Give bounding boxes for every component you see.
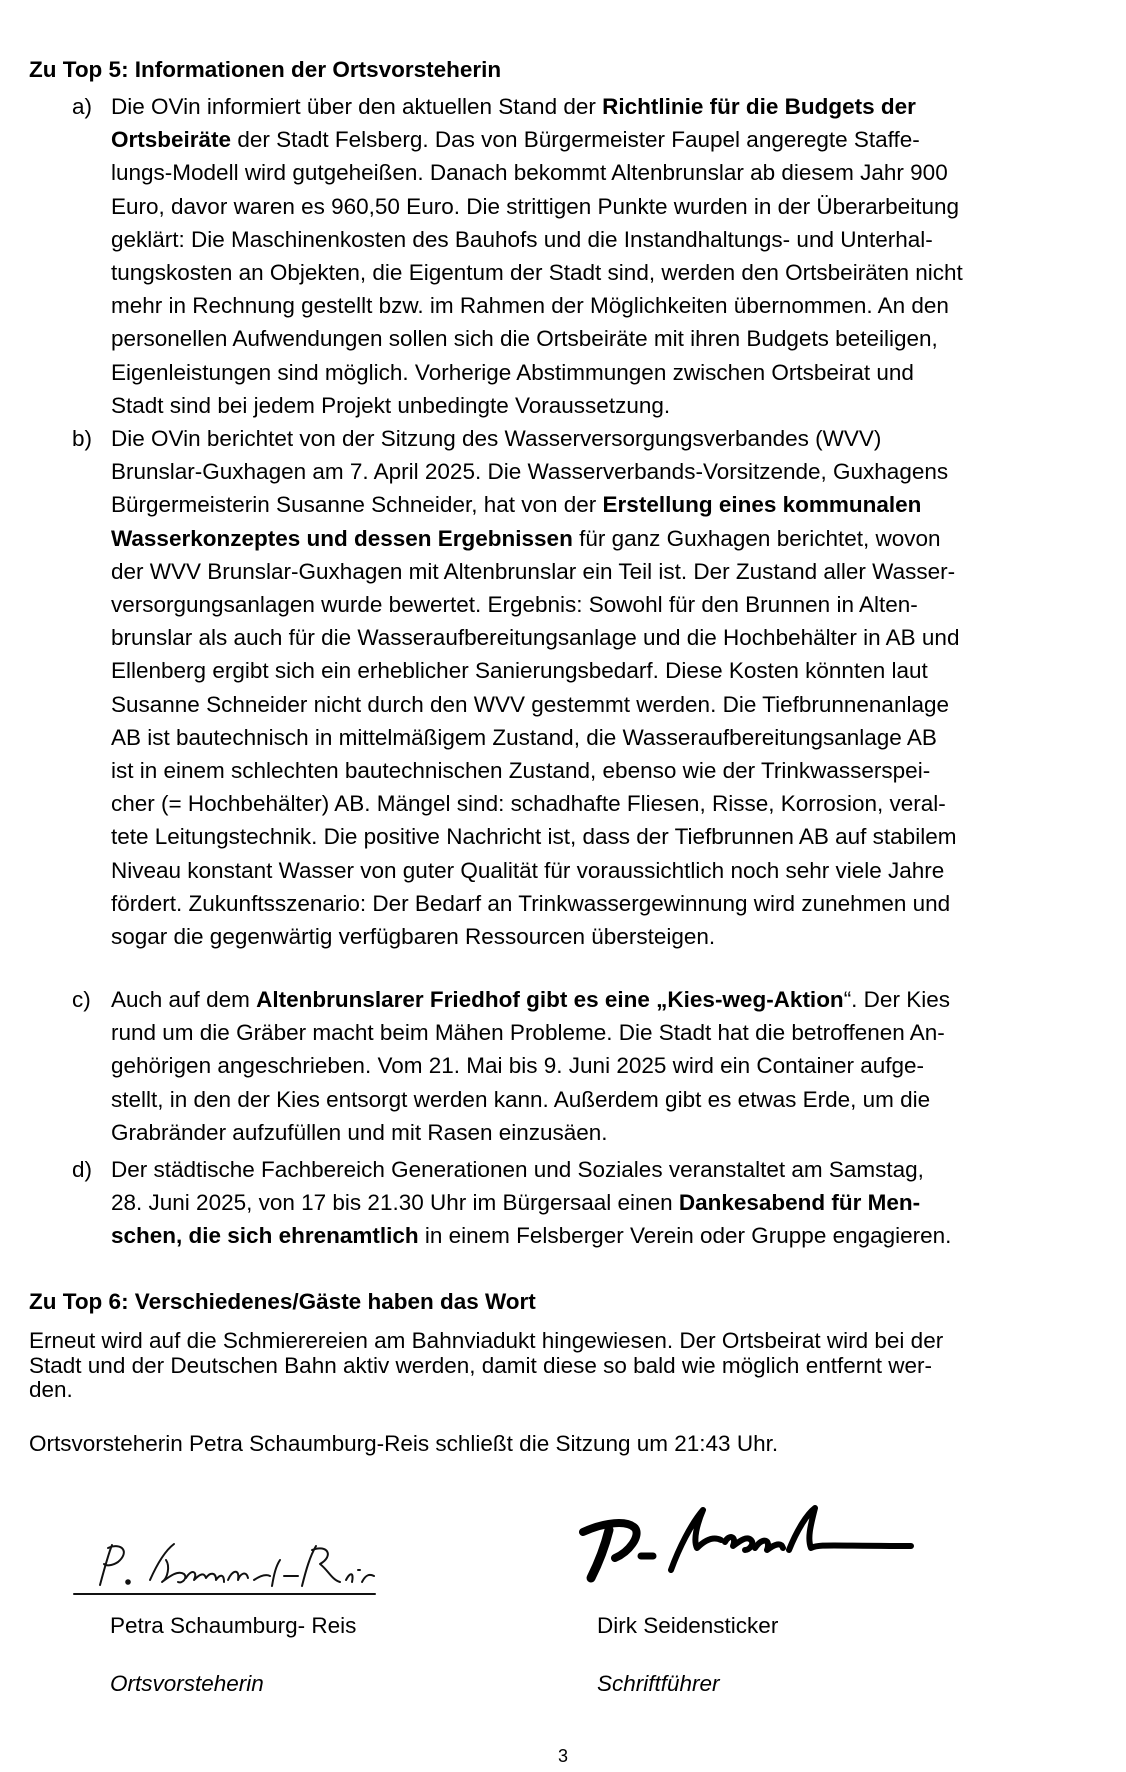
item-text (111, 90, 1077, 422)
text-run: brunslar als auch für die Wasseraufbereitungsanlage und die Hochbehälter in AB und (111, 625, 960, 651)
item-text (111, 1153, 1077, 1253)
text-line (111, 1153, 1077, 1186)
text-run: cher (= Hochbehälter) AB. Mängel sind: schadhafte Fliesen, Risse, Korrosion, veral- (111, 791, 946, 817)
text-run: gehörigen angeschrieben. Vom 21. Mai bis 9. Juni 2025 wird ein Container aufge- (111, 1053, 925, 1079)
text-run: lungs-Modell wird gutgeheißen. Danach bekommt Altenbrunslar ab diesem Jahr 900 (111, 160, 948, 186)
text-line (111, 1016, 1077, 1049)
text-run: Eigenleistungen sind möglich. Vorherige Abstimmungen zwischen Ortsbeirat und (111, 359, 914, 385)
signatory-name-1: Petra Schaumburg- Reis (110, 1613, 357, 1638)
top5-item-c (72, 983, 1077, 1149)
text-line (111, 820, 1077, 853)
text-line (111, 654, 1077, 687)
item-marker: c) (72, 987, 91, 1012)
text-run: der Stadt Felsberg. Das von Bürgermeister Faupel angeregte Staffe- (231, 127, 920, 153)
text-run: versorgungsanlagen wurde bewertet. Ergebnis: Sowohl für den Brunnen in Alten- (111, 592, 918, 618)
bold-run: schen, die sich ehrenamtlich (111, 1223, 419, 1249)
item-text (111, 983, 1077, 1149)
text-line (111, 389, 1077, 422)
text-run: Die OVin informiert über den aktuellen Stand der (111, 94, 603, 119)
item-marker: a) (72, 94, 93, 119)
text-line (111, 289, 1077, 322)
text-run: Bürgermeisterin Susanne Schneider, hat von der (111, 492, 603, 518)
text-line (111, 190, 1077, 223)
top5-item-a (72, 90, 1077, 422)
text-run: Niveau konstant Wasser von guter Qualität für voraussichtlich noch sehr viele Jahre (111, 857, 945, 883)
text-run: Auch auf dem (111, 987, 257, 1012)
top5-heading: Zu Top 5: Informationen der Ortsvorsteherin (29, 57, 502, 82)
paragraph-line: den. (29, 1377, 73, 1402)
text-line (111, 223, 1077, 256)
item-marker: d) (72, 1157, 93, 1182)
text-line (111, 356, 1077, 389)
text-line (111, 422, 1077, 455)
text-line (111, 588, 1077, 621)
bold-run: Ortsbeiräte (111, 127, 232, 153)
text-run: sogar die gegenwärtig verfügbaren Ressourcen übersteigen. (111, 924, 716, 950)
text-run: fördert. Zukunftsszenario: Der Bedarf an Trinkwassergewinnung wird zunehmen und (111, 890, 951, 916)
text-run: 28. Juni 2025, von 17 bis 21.30 Uhr im Bürgersaal einen (111, 1190, 679, 1216)
text-line (111, 1219, 1077, 1252)
text-run: Ellenberg ergibt sich ein erheblicher Sanierungsbedarf. Diese Kosten könnten laut (111, 658, 928, 684)
text-line (111, 522, 1077, 555)
text-line (111, 854, 1077, 887)
text-line (111, 455, 1077, 488)
text-line (111, 256, 1077, 289)
text-line (111, 1186, 1077, 1219)
text-run: “. Der Kies (843, 987, 950, 1012)
text-run: für ganz Guxhagen berichtet, wovon (572, 525, 941, 551)
text-line (111, 1116, 1077, 1149)
text-line (111, 488, 1077, 521)
signatory-name-2: Dirk Seidensticker (597, 1613, 779, 1638)
bold-run: Dankesabend für Men- (678, 1190, 921, 1216)
bold-run: Altenbrunslarer Friedhof gibt es eine „Kies-weg-Aktion (256, 987, 844, 1012)
text-line (111, 754, 1077, 787)
text-run: ist in einem schlechten bautechnischen Zustand, ebenso wie der Trinkwasserspei- (111, 758, 931, 784)
closing-statement: Ortsvorsteherin Petra Schaumburg-Reis schließt die Sitzung um 21:43 Uhr. (29, 1431, 779, 1456)
top5-item-b (72, 422, 1077, 953)
text-line (111, 920, 1077, 953)
top6-heading: Zu Top 6: Verschiedenes/Gäste haben das Wort (29, 1289, 536, 1314)
item-text (111, 422, 1077, 953)
text-run: geklärt: Die Maschinenkosten des Bauhofs und die Instandhaltungs- und Unterhal- (111, 226, 933, 252)
text-run: personellen Aufwendungen sollen sich die Ortsbeiräte mit ihren Budgets beteiligen, (111, 326, 938, 352)
text-run: Euro, davor waren es 960,50 Euro. Die strittigen Punkte wurden in der Überarbeitung (111, 193, 959, 219)
text-run: Der städtische Fachbereich Generationen und Soziales veranstaltet am Samstag, (111, 1157, 924, 1182)
text-line (111, 787, 1077, 820)
text-line (111, 555, 1077, 588)
paragraph-line: Erneut wird auf die Schmierereien am Bahnviadukt hingewiesen. Der Ortsbeirat wird bei der (29, 1328, 944, 1353)
text-run: Stadt sind bei jedem Projekt unbedingte Voraussetzung. (111, 392, 671, 418)
text-line (111, 90, 1077, 123)
text-line (111, 621, 1077, 654)
text-run: stellt, in den der Kies entsorgt werden kann. Außerdem gibt es etwas Erde, um die (111, 1086, 931, 1112)
text-line (111, 887, 1077, 920)
text-line (111, 123, 1077, 156)
text-run: Grabränder aufzufüllen und mit Rasen einzusäen. (111, 1119, 608, 1145)
text-run: in einem Felsberger Verein oder Gruppe engagieren. (418, 1223, 952, 1249)
text-run: tungskosten an Objekten, die Eigentum der Stadt sind, werden den Ortsbeiräten nicht (111, 260, 963, 286)
text-run: Brunslar-Guxhagen am 7. April 2025. Die Wasserverbands-Vorsitzende, Guxhagens (111, 459, 949, 485)
page-number: 3 (557, 1746, 568, 1766)
bold-run: Wasserkonzeptes und dessen Ergebnissen (111, 525, 573, 551)
signatory-role-1: Ortsvorsteherin (110, 1671, 264, 1696)
text-run: Susanne Schneider nicht durch den WVV gestemmt werden. Die Tiefbrunnenanlage (111, 691, 949, 717)
signature-seidensticker (575, 1500, 915, 1590)
signatory-role-2: Schriftführer (597, 1671, 720, 1696)
top5-item-d (72, 1153, 1077, 1253)
bold-run: Erstellung eines kommunalen (602, 492, 922, 518)
top6-paragraph (29, 1329, 1089, 1403)
text-line (111, 1083, 1077, 1116)
text-line (111, 322, 1077, 355)
text-run: Die OVin berichtet von der Sitzung des Wasserversorgungsverbandes (WVV) (111, 426, 882, 451)
text-line (111, 688, 1077, 721)
text-run: mehr in Rechnung gestellt bzw. im Rahmen der Möglichkeiten übernommen. An den (111, 293, 949, 319)
text-run: rund um die Gräber macht beim Mähen Probleme. Die Stadt hat die betroffenen An- (111, 1020, 945, 1046)
text-run: tete Leitungstechnik. Die positive Nachricht ist, dass der Tiefbrunnen AB auf stabilem (111, 824, 957, 850)
text-line (111, 156, 1077, 189)
paragraph-line: Stadt und der Deutschen Bahn aktiv werden, damit diese so bald wie möglich entfernt wer- (29, 1352, 932, 1378)
text-line (111, 983, 1077, 1016)
signature-schaumburg-reis (70, 1530, 390, 1605)
item-marker: b) (72, 426, 93, 451)
text-run: der WVV Brunslar-Guxhagen mit Altenbrunslar ein Teil ist. Der Zustand aller Wasser- (111, 558, 956, 584)
text-run: AB ist bautechnisch in mittelmäßigem Zustand, die Wasseraufbereitungsanlage AB (111, 724, 937, 750)
text-line (111, 721, 1077, 754)
text-line (111, 1049, 1077, 1082)
bold-run: Richtlinie für die Budgets der (602, 94, 916, 119)
